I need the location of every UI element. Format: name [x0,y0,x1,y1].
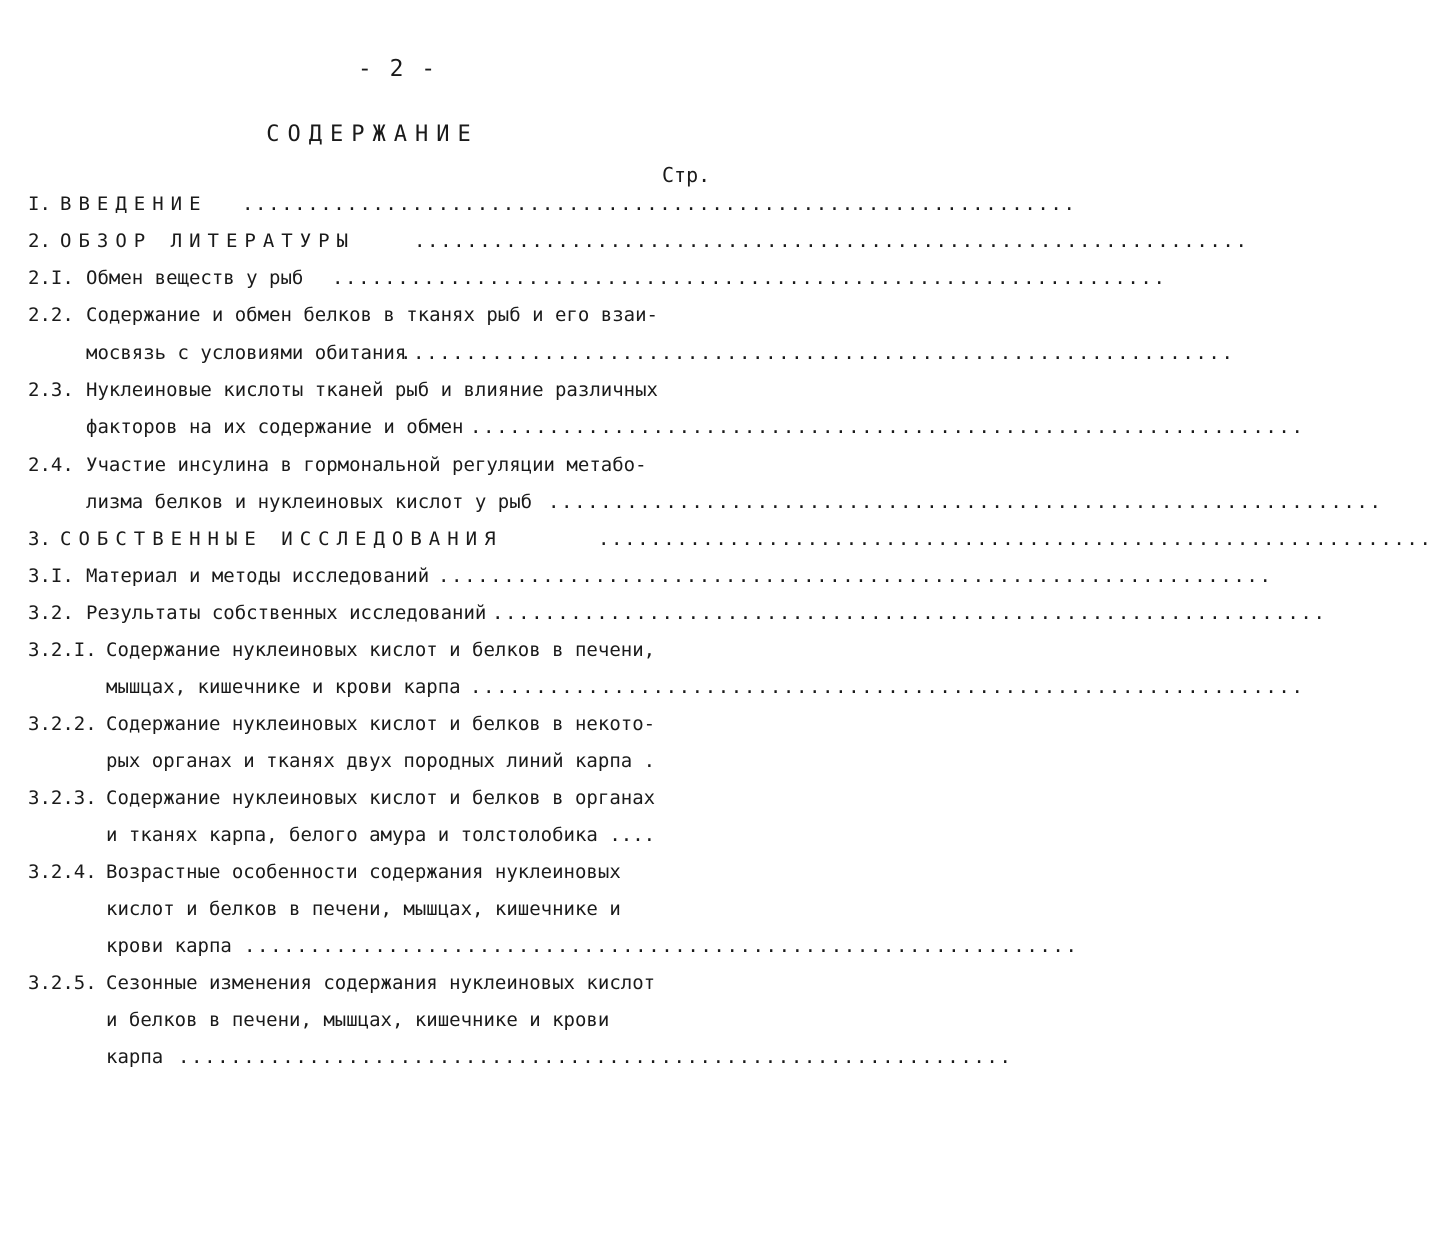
toc-entry-title-continuation: лизма белков и нуклеиновых кислот у рыб [86,491,533,513]
toc-entry-title: Участие инсулина в гормональной регуляции метабо- [86,454,647,476]
toc-entry-number: 3.2.4. [28,861,97,883]
toc-entry-number: I. [28,193,51,215]
dot-leader: ................................................................ [470,416,1305,438]
toc-entry-number: 3.2.I. [28,639,97,661]
toc-entry-number: 3.2. [28,602,74,624]
page-column-header: Стр. [662,163,711,187]
toc-entry-number: 2.3. [28,379,74,401]
toc-entry-number: 3.I. [28,565,74,587]
toc-entry-title: Материал и методы исследований [86,565,430,587]
toc-entry-title: Содержание нуклеиновых кислот и белков в органах [106,787,656,809]
toc-entry-number: 3.2.2. [28,713,97,735]
toc-entry-title: Нуклеиновые кислоты тканей рыб и влияние различных [86,379,658,401]
toc-entry-title-continuation: кислот и белков в печени, мышцах, кишечнике и [106,898,621,920]
toc-entry-title: Содержание нуклеиновых кислот и белков в печени, [106,639,656,661]
toc-entry-title: Возрастные особенности содержания нуклеиновых [106,861,621,883]
document-title: СОДЕРЖАНИЕ [266,122,479,147]
dot-leader: ................................................................ [548,491,1383,513]
dot-leader: ................................................................ [244,935,1079,957]
dot-leader: ................................................................ [414,230,1249,252]
toc-entry-title-continuation: рых органах и тканях двух породных линий карпа . [106,750,656,772]
toc-entry-title-continuation: и белков в печени, мышцах, кишечнике и крови [106,1009,610,1031]
toc-entry-number: 2. [28,230,51,252]
dot-leader: ................................................................ [492,602,1327,624]
toc-entry-title: Обмен веществ у рыб [86,267,304,289]
dot-leader: ................................................................ [332,267,1167,289]
dot-leader: ................................................................ [470,676,1305,698]
toc-entry-title: ОБЗОР ЛИТЕРАТУРЫ [60,230,356,252]
toc-entry-title: Сезонные изменения содержания нуклеиновых кислот [106,972,656,994]
toc-entry-title: ВВЕДЕНИЕ [60,193,208,215]
toc-entry-title-continuation: мосвязь с условиями обитания [86,342,407,364]
toc-entry-number: 2.I. [28,267,74,289]
toc-entry-number: 3.2.5. [28,972,97,994]
toc-entry-title-continuation: крови карпа [106,935,232,957]
toc-entry-title-continuation: карпа [106,1046,164,1068]
toc-entry-number: 2.2. [28,304,74,326]
toc-entry-title-continuation: мышцах, кишечнике и крови карпа [106,676,461,698]
toc-entry-number: 2.4. [28,454,74,476]
toc-entry-title-continuation: факторов на их содержание и обмен [86,416,464,438]
toc-entry-title: Результаты собственных исследований [86,602,487,624]
toc-entry-number: 3.2.3. [28,787,97,809]
page-number: - 2 - [357,56,438,82]
dot-leader: ................................................................ [400,342,1235,364]
dot-leader: ................................................................ [242,193,1077,215]
toc-entry-title: СОБСТВЕННЫЕ ИССЛЕДОВАНИЯ [60,528,503,550]
toc-entry-title: Содержание и обмен белков в тканях рыб и его взаи- [86,304,658,326]
dot-leader: ................................................................ [438,565,1273,587]
toc-entry-title: Содержание нуклеиновых кислот и белков в некото- [106,713,656,735]
toc-entry-number: 3. [28,528,51,550]
dot-leader: ................................................................ [178,1046,1013,1068]
toc-entry-title-continuation: и тканях карпа, белого амура и толстолобика .... [106,824,656,846]
dot-leader: ................................................................ [598,528,1433,550]
